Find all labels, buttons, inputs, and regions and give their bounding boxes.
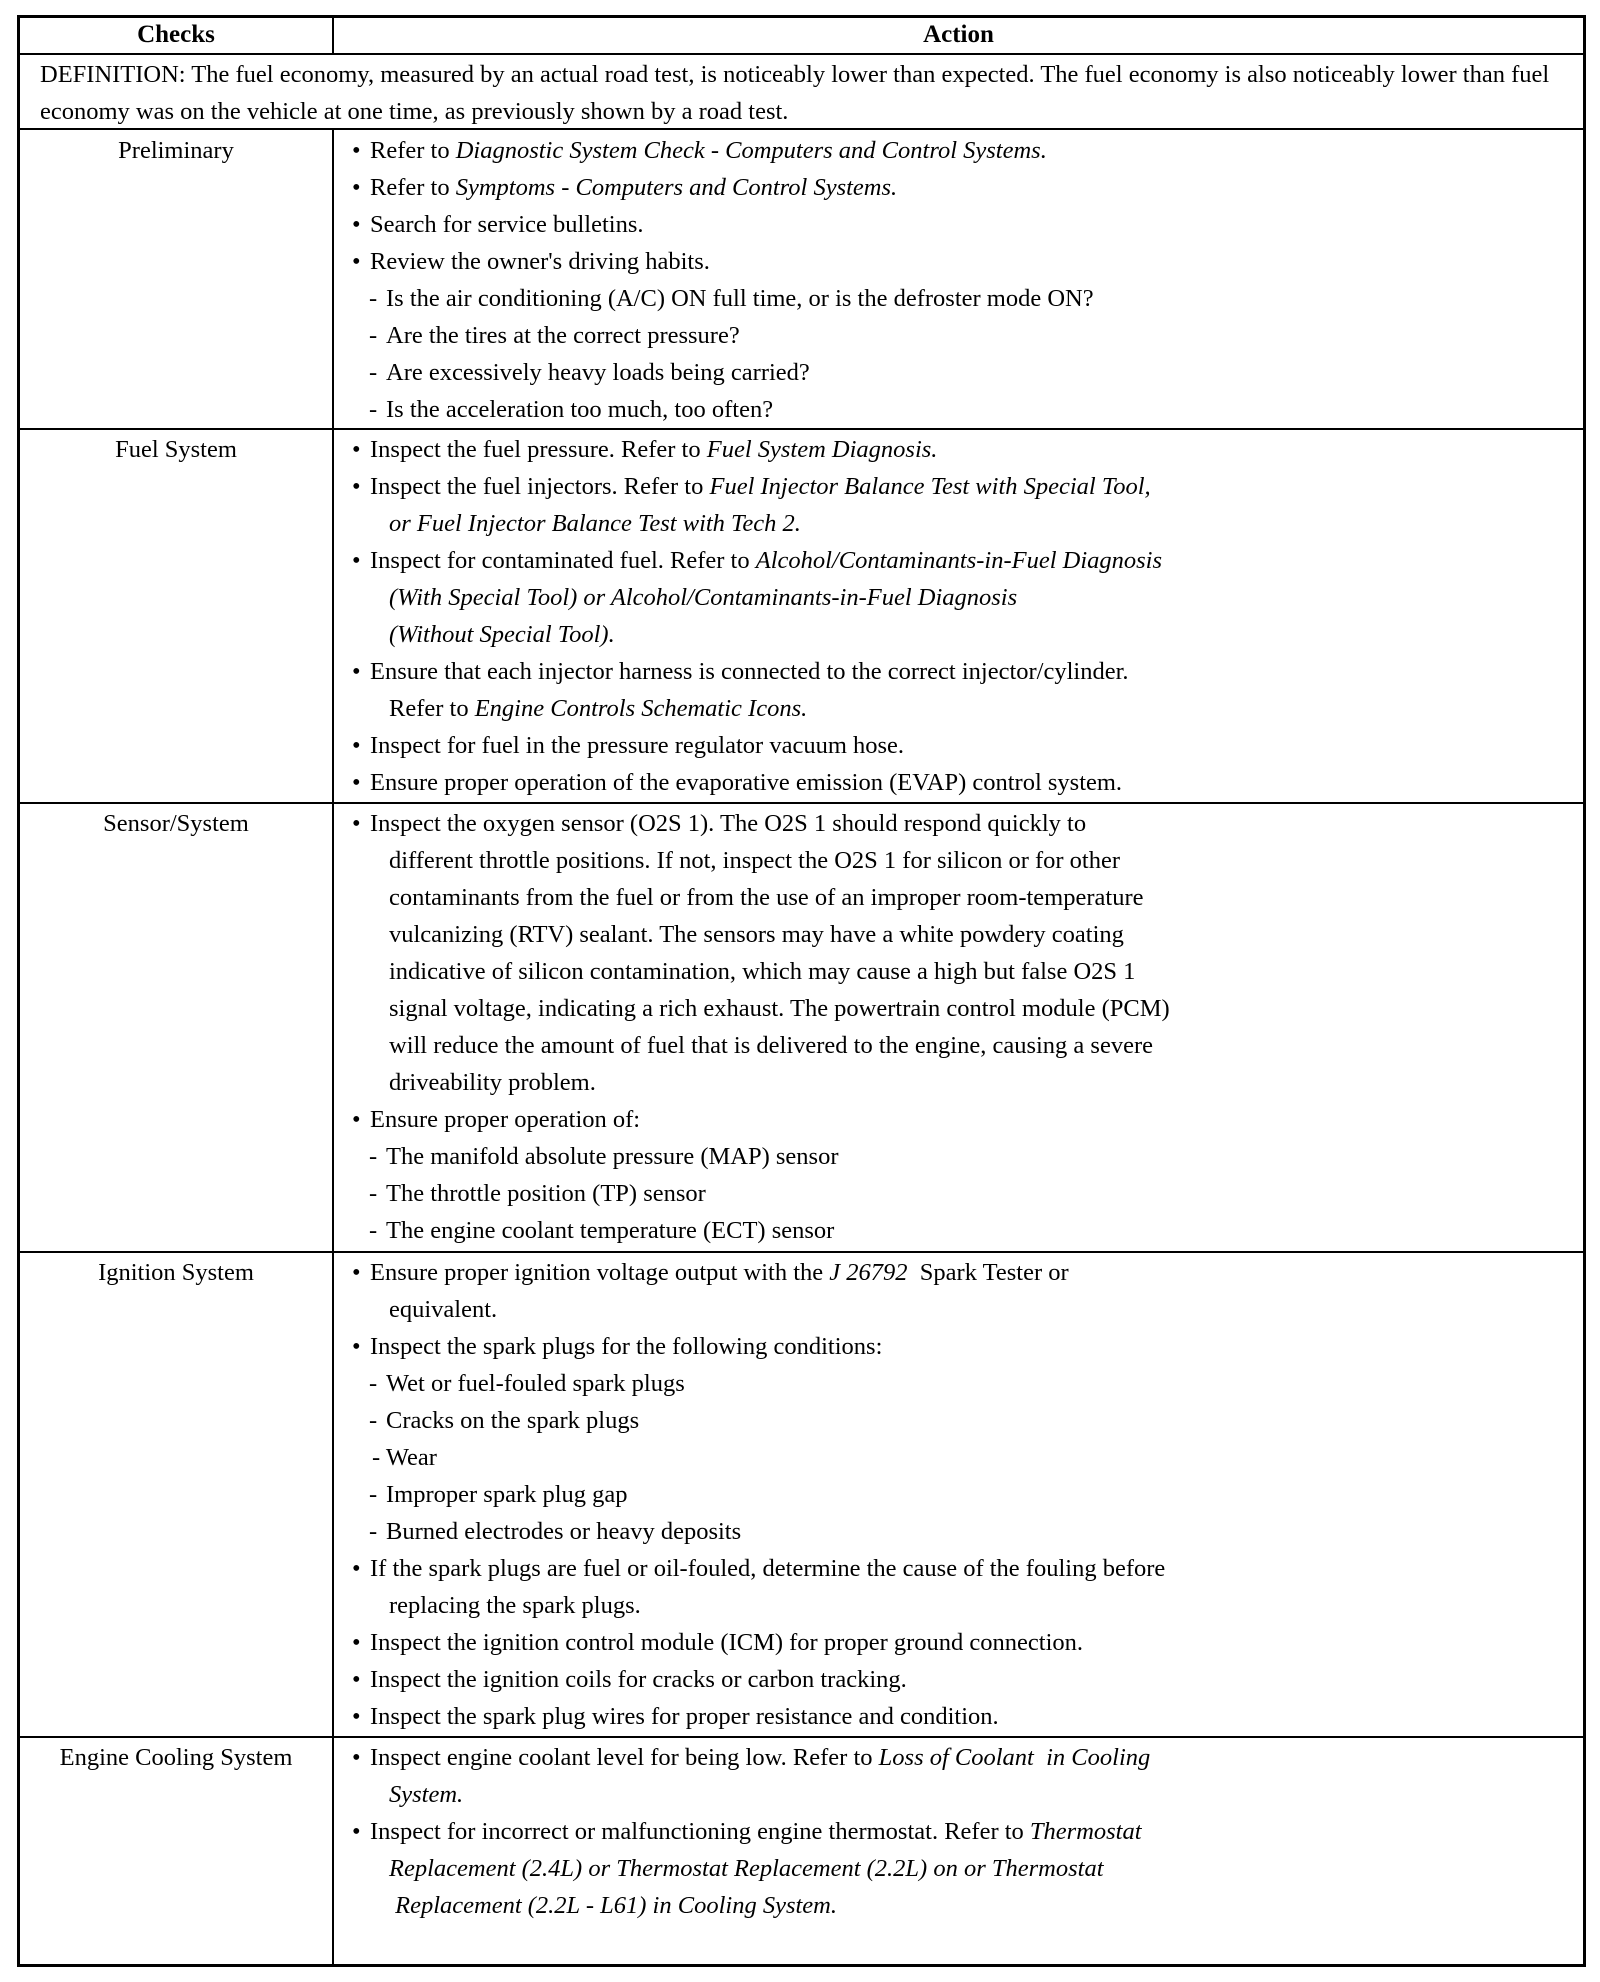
action-line: • Inspect the ignition coils for cracks or carbon tracking. <box>370 1661 907 1698</box>
action-line-cont: (Without Special Tool). <box>389 621 615 648</box>
action-subline: - Improper spark plug gap <box>386 1476 628 1513</box>
check-ignition-system: Ignition System <box>98 1259 254 1286</box>
action-line-cont: driveability problem. <box>389 1069 596 1096</box>
action-line: • Inspect for incorrect or malfunctioning engine thermostat. Refer to Thermostat <box>370 1813 1142 1850</box>
action-line-cont: Refer to Engine Controls Schematic Icons. <box>389 695 808 722</box>
action-subline: - Are the tires at the correct pressure? <box>386 317 740 354</box>
action-line: • Inspect for contaminated fuel. Refer to Alcohol/Contaminants-in-Fuel Diagnosis <box>370 542 1162 579</box>
header-checks: Checks <box>137 21 215 48</box>
action-subline: - Burned electrodes or heavy deposits <box>386 1513 741 1550</box>
action-subline: - The throttle position (TP) sensor <box>386 1175 706 1212</box>
action-line: • Inspect for fuel in the pressure regulator vacuum hose. <box>370 727 904 764</box>
action-subline: - The engine coolant temperature (ECT) sensor <box>386 1212 834 1249</box>
action-line-cont: signal voltage, indicating a rich exhaust. The powertrain control module (PCM) <box>389 995 1170 1022</box>
action-line-cont: (With Special Tool) or Alcohol/Contaminants-in-Fuel Diagnosis <box>389 584 1018 611</box>
action-subline: - The manifold absolute pressure (MAP) sensor <box>386 1138 838 1175</box>
definition-text: DEFINITION: The fuel economy, measured by an actual road test, is noticeably lower than expected. The fuel economy is also noticeably lower than fuel economy was on the vehicle at one time, as previously shown by a road test. <box>40 61 1550 125</box>
action-subline: - Is the acceleration too much, too often? <box>386 391 773 428</box>
header-divider <box>20 53 1583 55</box>
definition-divider <box>20 128 1583 130</box>
action-line: • Inspect the spark plugs for the following conditions: <box>370 1328 882 1365</box>
action-subline: - Wear <box>372 1439 437 1476</box>
action-line: • Inspect engine coolant level for being low. Refer to Loss of Coolant in Cooling <box>370 1739 1150 1776</box>
action-subline: - Are excessively heavy loads being carried? <box>386 354 810 391</box>
action-line: • Inspect the ignition control module (ICM) for proper ground connection. <box>370 1624 1083 1661</box>
action-line: • If the spark plugs are fuel or oil-fouled, determine the cause of the fouling before <box>370 1550 1165 1587</box>
action-line: • Ensure proper operation of: <box>370 1101 640 1138</box>
action-line: • Refer to Diagnostic System Check - Computers and Control Systems. <box>370 132 1047 169</box>
column-divider <box>332 128 334 1964</box>
check-engine-cooling-system: Engine Cooling System <box>59 1744 293 1771</box>
action-line: • Search for service bulletins. <box>370 206 643 243</box>
action-line: • Ensure that each injector harness is connected to the correct injector/cylinder. <box>370 653 1129 690</box>
row-divider <box>20 1736 1583 1738</box>
action-line-cont: equivalent. <box>389 1296 498 1323</box>
action-subline: - Cracks on the spark plugs <box>386 1402 639 1439</box>
check-fuel-system: Fuel System <box>115 436 237 463</box>
action-line-cont: Replacement (2.2L - L61) in Cooling System. <box>389 1892 837 1919</box>
column-divider-header <box>332 18 334 53</box>
action-line-cont: contaminants from the fuel or from the use of an improper room-temperature <box>389 884 1144 911</box>
action-line: • Review the owner's driving habits. <box>370 243 710 280</box>
action-line-cont: or Fuel Injector Balance Test with Tech 2. <box>389 510 801 537</box>
action-line: • Inspect the oxygen sensor (O2S 1). The O2S 1 should respond quickly to <box>370 805 1086 842</box>
action-line-cont: indicative of silicon contamination, which may cause a high but false O2S 1 <box>389 958 1136 985</box>
check-preliminary: Preliminary <box>118 137 234 164</box>
action-line-cont: replacing the spark plugs. <box>389 1592 641 1619</box>
action-subline: - Is the air conditioning (A/C) ON full time, or is the defroster mode ON? <box>386 280 1094 317</box>
action-line: • Ensure proper operation of the evaporative emission (EVAP) control system. <box>370 764 1122 801</box>
action-line: • Inspect the fuel injectors. Refer to Fuel Injector Balance Test with Special Tool, <box>370 468 1151 505</box>
row-divider <box>20 1251 1583 1253</box>
action-line: • Ensure proper ignition voltage output with the J 26792 Spark Tester or <box>370 1254 1069 1291</box>
row-divider <box>20 802 1583 804</box>
action-line-cont: will reduce the amount of fuel that is delivered to the engine, causing a severe <box>389 1032 1153 1059</box>
action-line-cont: System. <box>389 1781 464 1808</box>
diagnostic-table <box>17 15 1586 1967</box>
check-sensor-system: Sensor/System <box>103 810 249 837</box>
action-line: • Refer to Symptoms - Computers and Control Systems. <box>370 169 897 206</box>
action-line-cont: Replacement (2.4L) or Thermostat Replacement (2.2L) on or Thermostat <box>389 1855 1104 1882</box>
row-divider <box>20 428 1583 430</box>
action-line-cont: different throttle positions. If not, inspect the O2S 1 for silicon or for other <box>389 847 1121 874</box>
action-line: • Inspect the fuel pressure. Refer to Fuel System Diagnosis. <box>370 431 937 468</box>
header-action: Action <box>923 21 994 48</box>
action-line: • Inspect the spark plug wires for proper resistance and condition. <box>370 1698 999 1735</box>
action-subline: - Wet or fuel-fouled spark plugs <box>386 1365 685 1402</box>
action-line-cont: vulcanizing (RTV) sealant. The sensors may have a white powdery coating <box>389 921 1124 948</box>
